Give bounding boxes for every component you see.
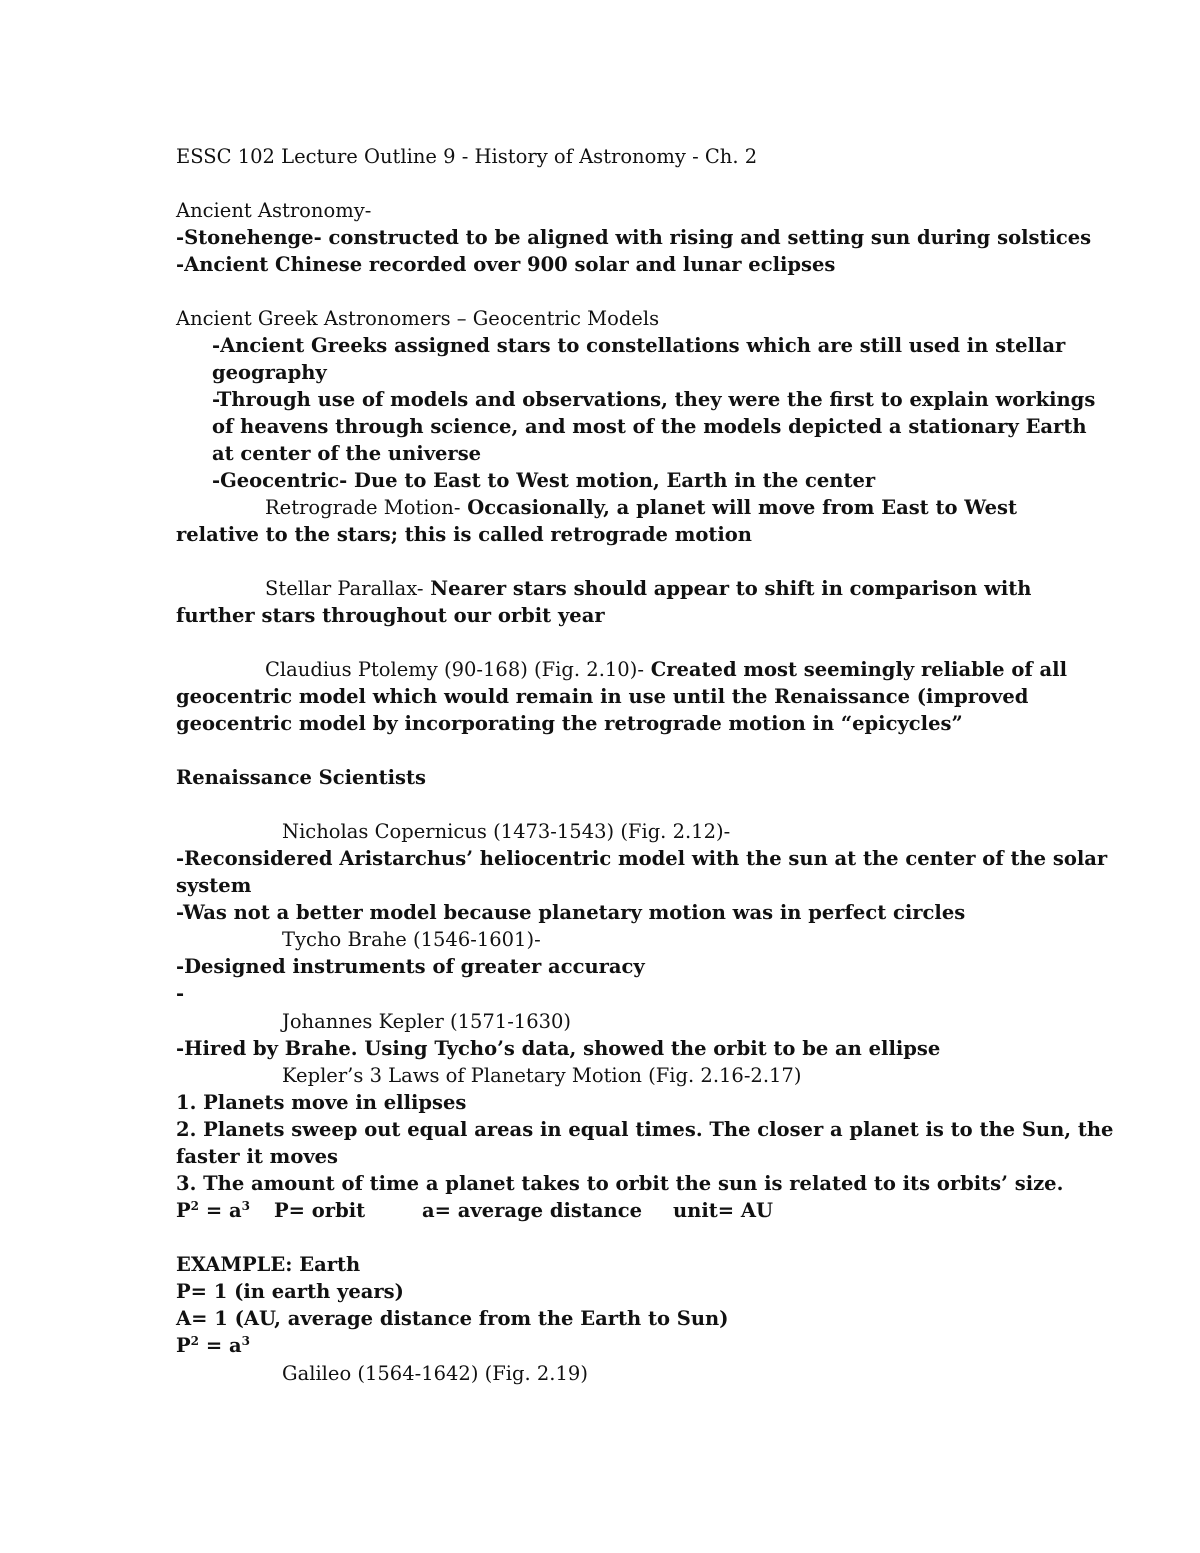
greek-bullet-geocentric: -Geocentric- Due to East to West motion, Earth in the center: [212, 469, 876, 492]
greek-bullet-constellations-line2: geography: [212, 361, 327, 384]
example-equation-a: = a: [199, 1334, 242, 1357]
equation-exponent-p: 2: [190, 1199, 200, 1213]
brahe-bullet-instruments: -Designed instruments of greater accuracy: [176, 955, 645, 978]
example-p: P= 1 (in earth years): [176, 1280, 404, 1303]
retrograde-motion-text: Occasionally, a planet will move from East to West: [460, 496, 1017, 519]
equation-exponent-a: 3: [241, 1199, 250, 1213]
kepler-laws-heading: Kepler’s 3 Laws of Planetary Motion (Fig. 2.16-2.17): [282, 1064, 802, 1087]
ptolemy-text: Created most seemingly reliable of all: [643, 658, 1067, 681]
example-equation: [176, 1332, 250, 1359]
greek-bullet-models-line1: -Through use of models and observations, they were the first to explain workings: [212, 388, 1096, 411]
section-heading-greek: Ancient Greek Astronomers – Geocentric Models: [176, 307, 660, 330]
kepler-law-2-line1: 2. Planets sweep out equal areas in equal times. The closer a planet is to the Sun, the: [176, 1118, 1114, 1141]
retrograde-motion-line2: relative to the stars; this is called retrograde motion: [176, 523, 752, 546]
kepler-heading: Johannes Kepler (1571-1630): [282, 1010, 572, 1033]
ptolemy-line1: [265, 656, 1067, 683]
copernicus-bullet-heliocentric-line2: system: [176, 874, 252, 897]
ancient-bullet-chinese: -Ancient Chinese recorded over 900 solar and lunar eclipses: [176, 253, 836, 276]
galileo-heading: Galileo (1564-1642) (Fig. 2.19): [282, 1362, 588, 1385]
retrograde-motion-line1: [265, 494, 1017, 521]
document-title: ESSC 102 Lecture Outline 9 - History of Astronomy - Ch. 2: [176, 145, 758, 168]
greek-bullet-models-line2: of heavens through science, and most of the models depicted a stationary Earth: [212, 415, 1087, 438]
retrograde-motion-label: Retrograde Motion-: [265, 496, 461, 519]
copernicus-heading: Nicholas Copernicus (1473-1543) (Fig. 2.12)-: [282, 820, 731, 843]
kepler-law-3: 3. The amount of time a planet takes to orbit the sun is related to its orbits’ size.: [176, 1172, 1064, 1195]
equation-unit: unit= AU: [673, 1199, 774, 1222]
equation-a: = a: [199, 1199, 242, 1222]
greek-bullet-models-line3: at center of the universe: [212, 442, 482, 465]
example-equation-exponent-a: 3: [241, 1334, 250, 1348]
equation-def-a: a= average distance: [422, 1199, 642, 1222]
brahe-heading: Tycho Brahe (1546-1601)-: [282, 928, 541, 951]
example-equation-exponent-p: 2: [190, 1334, 200, 1348]
stellar-parallax-text: Nearer stars should appear to shift in comparison with: [423, 577, 1032, 600]
section-heading-renaissance: Renaissance Scientists: [176, 766, 426, 789]
kepler-equation: [176, 1197, 250, 1224]
equation-p: P: [176, 1199, 191, 1222]
kepler-law-2-line2: faster it moves: [176, 1145, 339, 1168]
example-equation-p: P: [176, 1334, 191, 1357]
equation-def-p: P= orbit: [274, 1199, 366, 1222]
stellar-parallax-line2: further stars throughout our orbit year: [176, 604, 605, 627]
ptolemy-label: Claudius Ptolemy (90-168) (Fig. 2.10)-: [265, 658, 644, 681]
ancient-bullet-stonehenge: -Stonehenge- constructed to be aligned with rising and setting sun during solstices: [176, 226, 1092, 249]
copernicus-bullet-circles: -Was not a better model because planetary motion was in perfect circles: [176, 901, 966, 924]
stellar-parallax-label: Stellar Parallax-: [265, 577, 424, 600]
section-heading-ancient: Ancient Astronomy-: [176, 199, 372, 222]
example-a: A= 1 (AU, average distance from the Earth to Sun): [176, 1307, 729, 1330]
stellar-parallax-line1: [265, 575, 1031, 602]
kepler-bullet-ellipse: -Hired by Brahe. Using Tycho’s data, showed the orbit to be an ellipse: [176, 1037, 941, 1060]
greek-bullet-constellations-line1: -Ancient Greeks assigned stars to constellations which are still used in stellar: [212, 334, 1066, 357]
copernicus-bullet-heliocentric-line1: -Reconsidered Aristarchus’ heliocentric model with the sun at the center of the solar: [176, 847, 1108, 870]
kepler-law-1: 1. Planets move in ellipses: [176, 1091, 467, 1114]
ptolemy-line2: geocentric model which would remain in use until the Renaissance (improved: [176, 685, 1029, 708]
example-heading: EXAMPLE: Earth: [176, 1253, 361, 1276]
ptolemy-line3: geocentric model by incorporating the retrograde motion in “epicycles”: [176, 712, 963, 735]
brahe-bullet-empty: -: [176, 982, 185, 1005]
